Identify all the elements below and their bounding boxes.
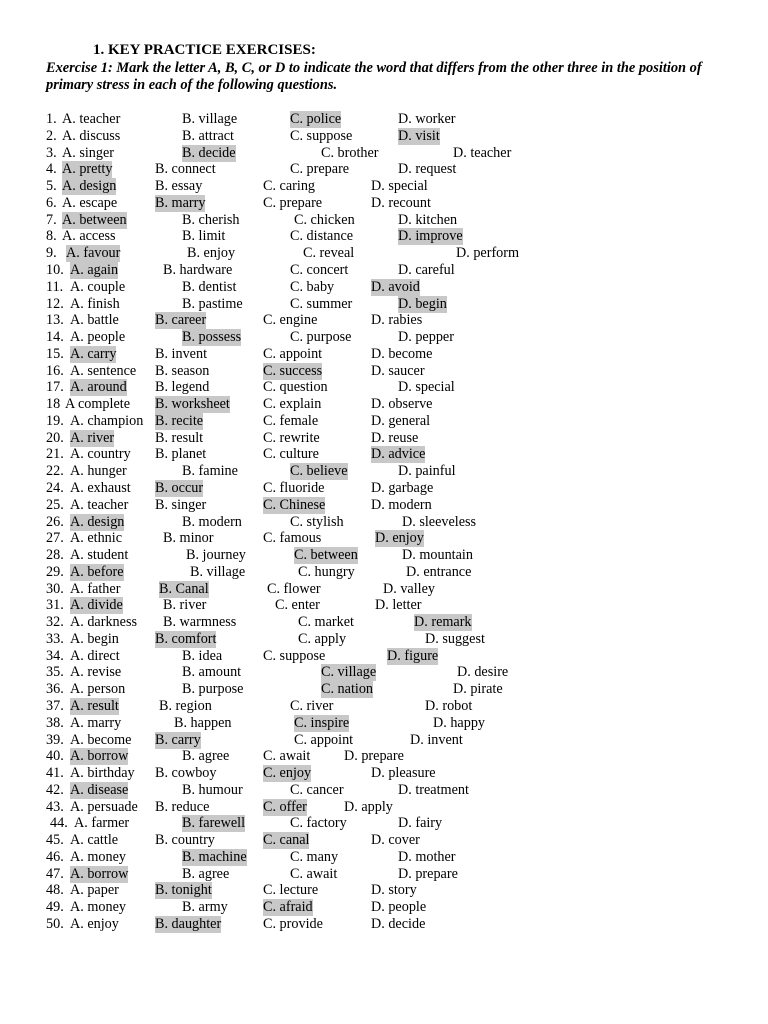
question-number: 20. (46, 429, 64, 446)
option-d: D. apply (344, 798, 393, 815)
option-c: C. hungry (298, 563, 355, 580)
question-number: 47. (46, 865, 64, 882)
option-c: C. engine (263, 312, 318, 329)
option-c: C. culture (263, 446, 319, 463)
option-d: D. suggest (425, 630, 485, 647)
option-a: A. teacher (70, 496, 129, 513)
question-row (0, 463, 768, 480)
option-d-highlighted: D. advice (371, 446, 426, 463)
option-a: A. access (62, 228, 116, 245)
option-b: B. idea (182, 647, 223, 664)
option-c: C. explain (263, 396, 322, 413)
question-number: 41. (46, 765, 64, 781)
option-b: B. attract (182, 127, 234, 144)
option-d-highlighted: D. figure (387, 647, 439, 664)
option-b: B. agree (182, 748, 230, 765)
option-d: D. sleeveless (402, 513, 477, 530)
option-d: D. rabies (371, 312, 423, 329)
option-d-highlighted: D. enjoy (375, 530, 424, 547)
option-b-highlighted: B. machine (182, 848, 247, 865)
question-number: 50. (46, 916, 64, 932)
question-number: 13. (46, 312, 64, 329)
option-d: D. prepare (398, 865, 458, 882)
option-a-highlighted: A. before (70, 563, 124, 580)
option-a: A. discuss (62, 127, 121, 144)
question-row (0, 228, 768, 245)
option-c: C. rewrite (263, 429, 320, 446)
question-number: 24. (46, 479, 64, 496)
option-a: A. exhaust (70, 479, 131, 496)
option-c-highlighted: C. between (294, 547, 358, 563)
question-number: 46. (46, 848, 64, 865)
option-c-highlighted: C. offer (263, 798, 307, 815)
question-number: 34. (46, 647, 64, 664)
option-d: D. careful (398, 261, 455, 278)
question-row (0, 782, 768, 799)
question-number: 49. (46, 899, 64, 916)
question-row (0, 346, 768, 363)
question-row (0, 832, 768, 849)
option-a: A. couple (70, 278, 126, 295)
question-number: 25. (46, 496, 64, 513)
option-a: A. country (70, 446, 131, 463)
option-d: D. saucer (371, 362, 425, 379)
question-number: 39. (46, 731, 64, 748)
question-row (0, 430, 768, 447)
option-d: D. pirate (453, 681, 503, 698)
option-a: A. teacher (62, 111, 121, 127)
option-d: D. recount (371, 194, 431, 211)
question-number: 15. (46, 345, 64, 362)
option-c: C. await (263, 748, 311, 765)
option-b: B. invent (155, 345, 208, 362)
question-row (0, 899, 768, 916)
option-c-highlighted: C. nation (321, 681, 374, 698)
question-row (0, 916, 768, 933)
option-d-highlighted: D. visit (398, 127, 440, 144)
option-b-highlighted: B. possess (182, 329, 242, 345)
option-d: D. cover (371, 832, 420, 849)
option-c: C. famous (263, 530, 322, 547)
question-row (0, 497, 768, 514)
question-number: 18 (46, 396, 61, 413)
question-number: 2. (46, 127, 57, 144)
option-d: D. perform (456, 245, 520, 262)
question-number: 27. (46, 530, 64, 547)
question-number: 31. (46, 597, 64, 614)
option-c-highlighted: C. success (263, 362, 323, 379)
option-a-highlighted: A. river (70, 429, 115, 446)
question-number: 14. (46, 329, 64, 345)
option-b: B. pastime (182, 295, 243, 312)
question-row (0, 664, 768, 681)
option-d: D. robot (425, 697, 473, 714)
option-b: B. humour (182, 781, 243, 798)
option-c-highlighted: C. police (290, 111, 342, 127)
option-d-highlighted: D. improve (398, 228, 463, 245)
question-number: 40. (46, 748, 64, 765)
option-d: D. reuse (371, 429, 419, 446)
question-number: 22. (46, 463, 64, 480)
option-b: B. happen (174, 714, 232, 731)
option-a: A. sentence (70, 362, 137, 379)
option-b: B. enjoy (187, 245, 236, 262)
question-row (0, 715, 768, 732)
option-b: B. agree (182, 865, 230, 882)
exercise-instruction-text: : Mark the letter A, B, C, or D to indicate the word that differs from the other three in the position of primary stress in each of the following questions. (46, 60, 702, 93)
option-c: C. suppose (290, 127, 353, 144)
option-a: A. person (70, 681, 126, 698)
option-c: C. fluoride (263, 479, 325, 496)
option-b: B. dentist (182, 278, 237, 295)
option-c: C. flower (267, 580, 321, 597)
option-d: D. treatment (398, 781, 469, 798)
question-row (0, 530, 768, 547)
option-b-highlighted: B. worksheet (155, 396, 230, 413)
option-d: D. letter (375, 597, 422, 614)
question-row (0, 262, 768, 279)
option-b: B. amount (182, 664, 242, 681)
option-a: A. persuade (70, 798, 138, 815)
question-row (0, 161, 768, 178)
option-b: B. village (190, 563, 246, 580)
option-d: D. people (371, 899, 427, 916)
question-row (0, 178, 768, 195)
option-a: A. cattle (70, 832, 119, 849)
option-a: A. revise (70, 664, 122, 681)
option-b-highlighted: B. carry (155, 731, 201, 748)
option-d: D. general (371, 412, 431, 429)
option-b-highlighted: B. marry (155, 194, 206, 211)
option-d-highlighted: D. begin (398, 295, 447, 312)
option-c: C. reveal (303, 245, 355, 262)
option-a-highlighted: A. design (70, 513, 125, 530)
question-number: 28. (46, 547, 64, 563)
question-number: 35. (46, 664, 64, 681)
question-number: 12. (46, 295, 64, 312)
question-number: 21. (46, 446, 64, 463)
option-a-highlighted: A. between (62, 211, 127, 228)
question-number: 10. (46, 261, 64, 278)
exercise-instruction (46, 60, 746, 94)
question-row (0, 279, 768, 296)
question-row (0, 849, 768, 866)
option-c: C. river (290, 697, 334, 714)
option-b: B. army (182, 899, 228, 916)
option-d: D. desire (457, 664, 509, 681)
option-c: C. suppose (263, 647, 326, 664)
option-a: A. money (70, 899, 126, 916)
option-b: B. essay (155, 178, 203, 195)
exercise-label: Exercise 1 (46, 60, 108, 76)
option-b: B. planet (155, 446, 207, 463)
option-d-highlighted: D. avoid (371, 278, 420, 295)
option-b: B. country (155, 832, 215, 849)
option-b: B. singer (155, 496, 207, 513)
option-a: A. people (70, 329, 126, 345)
option-b-highlighted: B. Canal (159, 580, 209, 597)
option-a-highlighted: A. borrow (70, 865, 129, 882)
option-d: D. invent (410, 731, 463, 748)
option-b: B. cowboy (155, 765, 217, 781)
question-row (0, 245, 768, 262)
option-a: A. champion (70, 412, 144, 429)
question-row (0, 866, 768, 883)
option-a: A. father (70, 580, 121, 597)
option-c-highlighted: C. canal (263, 832, 310, 849)
question-row (0, 212, 768, 229)
option-a-highlighted: A. around (70, 379, 127, 396)
question-row (0, 698, 768, 715)
question-row (0, 614, 768, 631)
question-row (0, 799, 768, 816)
option-d: D. story (371, 882, 417, 899)
question-number: 11. (46, 278, 64, 295)
option-b-highlighted: B. career (155, 312, 207, 329)
option-c: C. provide (263, 916, 323, 932)
question-row (0, 514, 768, 531)
option-a: A. marry (70, 714, 122, 731)
option-c: C. stylish (290, 513, 344, 530)
option-a: A. farmer (74, 815, 130, 832)
option-a: A complete (65, 396, 131, 413)
question-number: 45. (46, 832, 64, 849)
question-row (0, 480, 768, 497)
option-b: B. legend (155, 379, 210, 396)
option-c: C. lecture (263, 882, 319, 899)
option-c: C. distance (290, 228, 354, 245)
option-d: D. decide (371, 916, 426, 932)
option-d: D. observe (371, 396, 433, 413)
question-row (0, 597, 768, 614)
option-a: A. direct (70, 647, 120, 664)
option-a: A. hunger (70, 463, 127, 480)
question-number: 38. (46, 714, 64, 731)
option-d: D. worker (398, 111, 456, 127)
question-number: 19. (46, 412, 64, 429)
option-b: B. limit (182, 228, 226, 245)
question-row (0, 765, 768, 782)
question-number: 42. (46, 781, 64, 798)
question-row (0, 748, 768, 765)
option-a: A. become (70, 731, 132, 748)
option-c-highlighted: C. enjoy (263, 765, 312, 781)
option-c: C. baby (290, 278, 335, 295)
option-c: C. concert (290, 261, 349, 278)
question-row (0, 547, 768, 564)
option-d: D. kitchen (398, 211, 458, 228)
question-row (0, 396, 768, 413)
question-number: 37. (46, 697, 64, 714)
question-number: 36. (46, 681, 64, 698)
option-a-highlighted: A. borrow (70, 748, 129, 765)
option-c-highlighted: C. village (321, 664, 377, 681)
question-row (0, 312, 768, 329)
option-d: D. entrance (406, 563, 472, 580)
question-row (0, 446, 768, 463)
option-b: B. hardware (163, 261, 233, 278)
option-b: B. region (159, 697, 212, 714)
option-d: D. request (398, 161, 457, 178)
option-b: B. river (163, 597, 207, 614)
option-d: D. pepper (398, 329, 454, 345)
question-row (0, 296, 768, 313)
option-b: B. famine (182, 463, 238, 480)
option-b-highlighted: B. daughter (155, 916, 222, 932)
option-a-highlighted: A. favour (66, 245, 121, 262)
option-b-highlighted: B. farewell (182, 815, 246, 832)
option-c: C. cancer (290, 781, 344, 798)
question-row (0, 732, 768, 749)
option-d: D. prepare (344, 748, 404, 765)
option-c: C. summer (290, 295, 353, 312)
option-a-highlighted: A. disease (70, 781, 129, 798)
option-c: C. many (290, 848, 339, 865)
option-c: C. apply (298, 630, 347, 647)
option-c: C. brother (321, 144, 379, 161)
option-a: A. escape (62, 194, 118, 211)
option-a: A. singer (62, 144, 115, 161)
option-d: D. pleasure (371, 765, 436, 781)
option-c: C. chicken (294, 211, 355, 228)
option-a-highlighted: A. divide (70, 597, 123, 614)
option-d: D. fairy (398, 815, 443, 832)
question-number: 44. (50, 815, 68, 832)
question-number: 30. (46, 580, 64, 597)
question-number: 4. (46, 161, 57, 178)
option-d: D. mountain (402, 547, 473, 563)
option-a-highlighted: A. result (70, 697, 119, 714)
option-b: B. connect (155, 161, 216, 178)
question-number: 29. (46, 563, 64, 580)
option-d: D. happy (433, 714, 486, 731)
question-row (0, 815, 768, 832)
option-a: A. student (70, 547, 129, 563)
option-b: B. village (182, 111, 238, 127)
question-number: 3. (46, 144, 57, 161)
question-row (0, 145, 768, 162)
option-a: A. battle (70, 312, 119, 329)
option-d: D. garbage (371, 479, 434, 496)
option-c: C. enter (275, 597, 320, 614)
option-b: B. result (155, 429, 204, 446)
question-row (0, 882, 768, 899)
option-a-highlighted: A. again (70, 261, 119, 278)
question-row (0, 581, 768, 598)
option-a: A. birthday (70, 765, 135, 781)
question-row (0, 329, 768, 346)
option-b-highlighted: B. decide (182, 144, 236, 161)
question-number: 17. (46, 379, 64, 396)
option-c: C. market (298, 614, 354, 631)
option-d: D. special (398, 379, 455, 396)
question-row (0, 363, 768, 380)
option-c-highlighted: C. Chinese (263, 496, 326, 513)
question-number: 26. (46, 513, 64, 530)
question-row (0, 111, 768, 128)
option-c: C. caring (263, 178, 316, 195)
option-b: B. reduce (155, 798, 210, 815)
option-d: D. valley (383, 580, 436, 597)
option-a: A. money (70, 848, 126, 865)
question-number: 8. (46, 228, 57, 245)
option-c: C. prepare (263, 194, 323, 211)
question-row (0, 648, 768, 665)
question-row (0, 413, 768, 430)
option-c: C. appoint (294, 731, 354, 748)
option-a-highlighted: A. carry (70, 345, 117, 362)
option-a: A. begin (70, 630, 119, 647)
question-number: 1. (46, 111, 57, 127)
option-a-highlighted: A. pretty (62, 161, 113, 178)
option-c: C. purpose (290, 329, 352, 345)
section-heading: 1. KEY PRACTICE EXERCISES: (93, 42, 316, 58)
option-c: C. question (263, 379, 328, 396)
option-a-highlighted: A. design (62, 178, 117, 195)
question-number: 32. (46, 614, 64, 631)
question-row (0, 631, 768, 648)
question-number: 9. (46, 245, 57, 262)
option-c: C. factory (290, 815, 347, 832)
option-a: A. ethnic (70, 530, 123, 547)
option-b: B. minor (163, 530, 214, 547)
option-c-highlighted: C. afraid (263, 899, 313, 916)
option-b: B. purpose (182, 681, 244, 698)
option-d-highlighted: D. remark (414, 614, 472, 631)
option-d: D. teacher (453, 144, 512, 161)
question-number: 6. (46, 194, 57, 211)
option-a: A. enjoy (70, 916, 119, 932)
option-c-highlighted: C. believe (290, 463, 348, 480)
option-b-highlighted: B. tonight (155, 882, 212, 899)
question-row (0, 128, 768, 145)
question-row (0, 564, 768, 581)
question-number: 48. (46, 882, 64, 899)
option-c-highlighted: C. inspire (294, 714, 350, 731)
option-c: C. await (290, 865, 338, 882)
option-b: B. cherish (182, 211, 240, 228)
question-row (0, 379, 768, 396)
question-row (0, 681, 768, 698)
option-d: D. mother (398, 848, 456, 865)
option-b-highlighted: B. comfort (155, 630, 217, 647)
option-a: A. darkness (70, 614, 137, 631)
question-row (0, 195, 768, 212)
option-c: C. prepare (290, 161, 350, 178)
option-d: D. painful (398, 463, 456, 480)
option-a: A. finish (70, 295, 120, 312)
option-b-highlighted: B. recite (155, 412, 204, 429)
option-b-highlighted: B. occur (155, 479, 204, 496)
option-a: A. paper (70, 882, 119, 899)
question-number: 43. (46, 798, 64, 815)
option-b: B. season (155, 362, 210, 379)
option-d: D. special (371, 178, 428, 195)
question-number: 33. (46, 630, 64, 647)
question-number: 7. (46, 211, 57, 228)
option-c: C. female (263, 412, 319, 429)
question-number: 5. (46, 178, 57, 195)
option-d: D. become (371, 345, 433, 362)
option-d: D. modern (371, 496, 432, 513)
option-b: B. modern (182, 513, 242, 530)
option-c: C. appoint (263, 345, 323, 362)
option-b: B. journey (186, 547, 246, 563)
question-number: 16. (46, 362, 64, 379)
option-b: B. warmness (163, 614, 237, 631)
